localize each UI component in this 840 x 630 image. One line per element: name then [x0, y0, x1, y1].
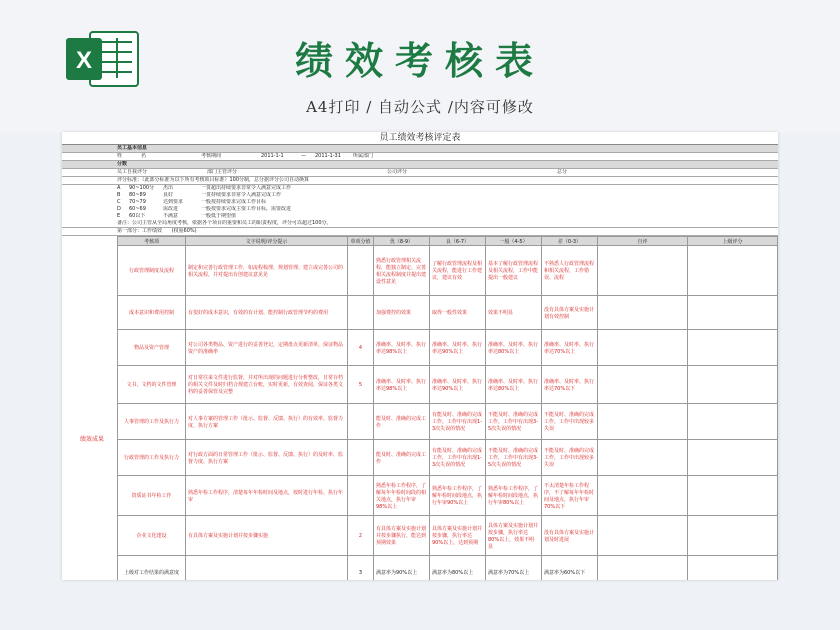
kpi-table [117, 236, 778, 580]
column-header: 上级评分 [688, 237, 778, 246]
column-header: 良（6-7） [430, 237, 486, 246]
cell-item: 资质证书年检工作 [118, 476, 186, 516]
grade-lv: 良好 [163, 192, 174, 198]
cell-desc: 对日常往来文件进行监督，并对所出现的问题进行分析整改，日常存档的相关文件及时归档合规建立台账，实时更新，有效查阅，保证各类文档的妥善保管及完整 [186, 366, 348, 404]
cell-d: 不熟悉人行政管理流程和相关流程，工作错误、流程 [542, 246, 598, 296]
grade-row [62, 192, 778, 199]
cell-b: 满意率为80%以上 [430, 556, 486, 581]
cell-score: 3 [348, 556, 374, 581]
group-label-performance: 绩效成果 [80, 436, 105, 443]
cell-a: 有具体方案及实施计划并按步骤执行，能达到预期效果 [374, 516, 430, 556]
grade-lv: 杰出 [163, 185, 174, 191]
cell-item: 物品及资产管理 [118, 330, 186, 366]
score-section-label: 分数 [62, 161, 778, 169]
part1-label: 第一部分：工作绩效 [117, 228, 163, 234]
table-row [118, 366, 778, 404]
cell-score: 2 [348, 516, 374, 556]
note-row: 备注：公司主管从全局角度考核，依据各个项目的重要和员工的职责程度，评分可以超过100分。 [62, 220, 778, 228]
cell-item: 上级对工作结果的满意度 [118, 556, 186, 581]
cell-a: 加强费控的效果 [374, 296, 430, 330]
cell-score [348, 440, 374, 476]
table-row [118, 246, 778, 296]
grade-r: 60以下 [129, 213, 146, 219]
cell-d: 准确率、及时率、执行率达70%以下 [542, 366, 598, 404]
cell-manager-score[interactable] [688, 366, 778, 404]
cell-a: 能及时、准确的完成工作 [374, 440, 430, 476]
cell-b: 取得一般性效果 [430, 296, 486, 330]
name-row [62, 153, 778, 161]
cell-b: 具体方案及实施计划并按步骤，执行率达90%以上，达到预期 [430, 516, 486, 556]
basic-info-label: 员工基本信息 [62, 145, 778, 153]
cell-desc: 熟悉年检工作程序，清楚每年年检时间及地点，按时进行年检、执行年审 [186, 476, 348, 516]
cell-a: 准确率、及时率、执行率达98%以上 [374, 330, 430, 366]
grade-row [62, 185, 778, 192]
cell-c: 不能及时、准确的完成工作，工作中有出现3-5次失误的情况 [486, 440, 542, 476]
cell-manager-score[interactable] [688, 296, 778, 330]
cell-d: 不能及时、准确的完成工作，工作中出现较多失误 [542, 440, 598, 476]
cell-manager-score[interactable] [688, 556, 778, 581]
cell-item: 企业文化建设 [118, 516, 186, 556]
table-row [118, 516, 778, 556]
cell-b: 有能及时、准确的完成工作，工作中有出现1-3次失误的情况 [430, 440, 486, 476]
period-start[interactable]: 2011-1-1 [261, 153, 284, 159]
table-row [118, 440, 778, 476]
cell-b: 有能及时、准确的完成工作，工作中有出现1-3次失误的情况 [430, 404, 486, 440]
cell-desc: 对行政方面的日常管理工作（批示、监督、反馈、执行）的及时率、监督力度、执行方案 [186, 440, 348, 476]
cell-manager-score[interactable] [688, 330, 778, 366]
cell-c: 准确率、及时率、执行率达80%以上 [486, 366, 542, 404]
page-subtitle: A4打印 / 自动公式 /内容可修改 [306, 98, 534, 116]
cell-c: 具体方案及实施计划并按步骤，执行率达80%以上，效果不明显 [486, 516, 542, 556]
cell-item: 人事管理的工作及执行力 [118, 404, 186, 440]
cell-score: 5 [348, 366, 374, 404]
column-header: 优（8-9） [374, 237, 430, 246]
cell-a: 准确率、及时率、执行率达98%以上 [374, 366, 430, 404]
cell-c: 基本了解行政管理流程及相关流程，工作中能提出一般建议 [486, 246, 542, 296]
cell-item: 行政管理制度及流程 [118, 246, 186, 296]
cell-desc: 对公司各类物品、资产进行的妥善登记，定期盘点更新清单，保证物品资产的准确率 [186, 330, 348, 366]
grade-row [62, 206, 778, 213]
cell-d: 满意率为60%以下 [542, 556, 598, 581]
excel-logo-letter: X [75, 47, 93, 74]
cell-score [348, 246, 374, 296]
grade-lv: 需改进 [163, 206, 179, 212]
column-header: 差（0-3） [542, 237, 598, 246]
grade-r: 70~79 [129, 199, 146, 205]
cell-c: 满意率为70%以上 [486, 556, 542, 581]
cell-a: 满意率为90%以上 [374, 556, 430, 581]
cell-item: 成本意识和费用控制 [118, 296, 186, 330]
cell-self-score[interactable] [598, 330, 688, 366]
cell-manager-score[interactable] [688, 476, 778, 516]
column-header: 一般（4-5） [486, 237, 542, 246]
total-score-label: 总分 [557, 169, 568, 175]
cell-a: 熟悉年检工作程序，了解每年年检时间段的相关地点，执行年审98%以上 [374, 476, 430, 516]
cell-desc [186, 556, 348, 581]
column-header: 自评 [598, 237, 688, 246]
table-row [118, 296, 778, 330]
grade-r: 60~69 [129, 206, 146, 212]
grade-r: 90~100分 [129, 185, 155, 191]
cell-d: 不太清楚年检工作程序，不了解每年年检时间及地点，执行年审70%以下 [542, 476, 598, 516]
cell-score [348, 296, 374, 330]
grade-d: 一般低于期望值 [201, 213, 237, 219]
grade-g: A [117, 185, 121, 191]
self-score-row [62, 169, 778, 177]
cell-self-score[interactable] [598, 366, 688, 404]
table-row [118, 556, 778, 581]
cell-a: 熟悉行政管理相关流程，能独立制定、完善相关流程制度并提出建设性意见 [374, 246, 430, 296]
cell-b: 了解行政管理流程及相关流程，能进行工作建议，建议有效 [430, 246, 486, 296]
cell-self-score[interactable] [598, 516, 688, 556]
sheet-title: 员工绩效考核评定表 [62, 132, 778, 145]
cell-score [348, 476, 374, 516]
grade-list [62, 185, 778, 220]
scoring-title: 评分标准：（此部分标准为以下所有考核项目标准）100分制，总分据评分公司自动换算 [62, 177, 778, 185]
table-row [118, 476, 778, 516]
cell-desc: 有很好的成本意识，有效的有计划、能控制行政管理节约的费用 [186, 296, 348, 330]
cell-a: 能及时、准确的完成工作 [374, 404, 430, 440]
grade-lv: 不满意 [163, 213, 179, 219]
cell-b: 熟悉年检工作程序，了解年检时间段地点，执行年审90%以上 [430, 476, 486, 516]
cell-manager-score[interactable] [688, 516, 778, 556]
cell-c: 效果不明显 [486, 296, 542, 330]
cell-desc: 对人事方案的管理工作（批示、监督、反馈、执行）的有效率、监督力度、执行方案 [186, 404, 348, 440]
grade-row [62, 213, 778, 220]
cell-score [348, 404, 374, 440]
part1-weight: (权重60%) [171, 228, 197, 234]
table-row [118, 330, 778, 366]
cell-desc: 有具体方案及实施计划并按步骤实施 [186, 516, 348, 556]
cell-d: 没有具体方案及实施计划有效控制 [542, 296, 598, 330]
cell-desc: 制定和完善行政管理工作，如流程梳理、规划管理、建立或完善公司的相关流程，并对提出有创建议意见见 [186, 246, 348, 296]
grade-g: D [117, 206, 121, 212]
part1-row [62, 228, 778, 236]
cell-c: 熟悉年检工作程序，了解年检时间段地点，执行年审80%以上 [486, 476, 542, 516]
page-title: 绩效考核表 [294, 38, 545, 83]
cell-self-score[interactable] [598, 440, 688, 476]
cell-self-score[interactable] [598, 296, 688, 330]
spreadsheet-sheet [62, 132, 778, 580]
cell-self-score[interactable] [598, 476, 688, 516]
period-label: 考核期间 [201, 153, 222, 159]
grade-lv: 达到要求 [163, 199, 184, 205]
table-row [118, 404, 778, 440]
cell-self-score[interactable] [598, 246, 688, 296]
cell-b: 准确率、及时率、执行率达90%以上 [430, 330, 486, 366]
column-header: 考核项 [118, 237, 186, 246]
name-label-1: 姓 [117, 153, 123, 159]
cell-d: 准确率、及时率、执行率达70%以上 [542, 330, 598, 366]
column-header: 单项分值 [348, 237, 374, 246]
table-header-row [118, 237, 778, 246]
grade-row [62, 199, 778, 206]
company-score-label: 公司评分 [387, 169, 408, 175]
grade-d: 一般按持续要求完成工作目标 [201, 199, 267, 205]
column-header: 文字说明/评分提示 [186, 237, 348, 246]
dept-label: 所属部门 [353, 153, 374, 159]
promo-header [0, 0, 840, 132]
period-dash: — [301, 153, 306, 159]
name-label-2: 名 [141, 153, 147, 159]
cell-c: 不能及时、准确的完成工作，工作中有出现3-5次失误的情况 [486, 404, 542, 440]
cell-manager-score[interactable] [688, 440, 778, 476]
cell-d: 没有具体方案及实施计划及时进展 [542, 516, 598, 556]
cell-score: 4 [348, 330, 374, 366]
cell-item: 行政管理的工作及执行力 [118, 440, 186, 476]
grade-d: 一贯持续要求非常令人满意完成工作 [201, 192, 282, 198]
grade-d: 一贯超出持续要求非常令人满意完成工作 [201, 185, 292, 191]
grade-g: C [117, 199, 121, 205]
self-score-label: 员工自我评分 [117, 169, 148, 175]
period-end[interactable]: 2011-1-31 [315, 153, 341, 159]
grade-r: 80~89 [129, 192, 146, 198]
cell-d: 不能及时、准确的完成工作，工作中出现较多失误 [542, 404, 598, 440]
manager-score-label: 部门主管评分 [207, 169, 238, 175]
cell-self-score[interactable] [598, 404, 688, 440]
cell-c: 准确率、及时率、执行率达80%以上 [486, 330, 542, 366]
cell-manager-score[interactable] [688, 246, 778, 296]
cell-self-score[interactable] [598, 556, 688, 581]
grade-d: 一般按要求完成主要工作目标，需要改进 [201, 206, 292, 212]
grade-g: E [117, 213, 121, 219]
grade-g: B [117, 192, 121, 198]
cell-b: 准确率、及时率、执行率达90%以上 [430, 366, 486, 404]
cell-item: 文书、文档的文件管理 [118, 366, 186, 404]
cell-manager-score[interactable] [688, 404, 778, 440]
